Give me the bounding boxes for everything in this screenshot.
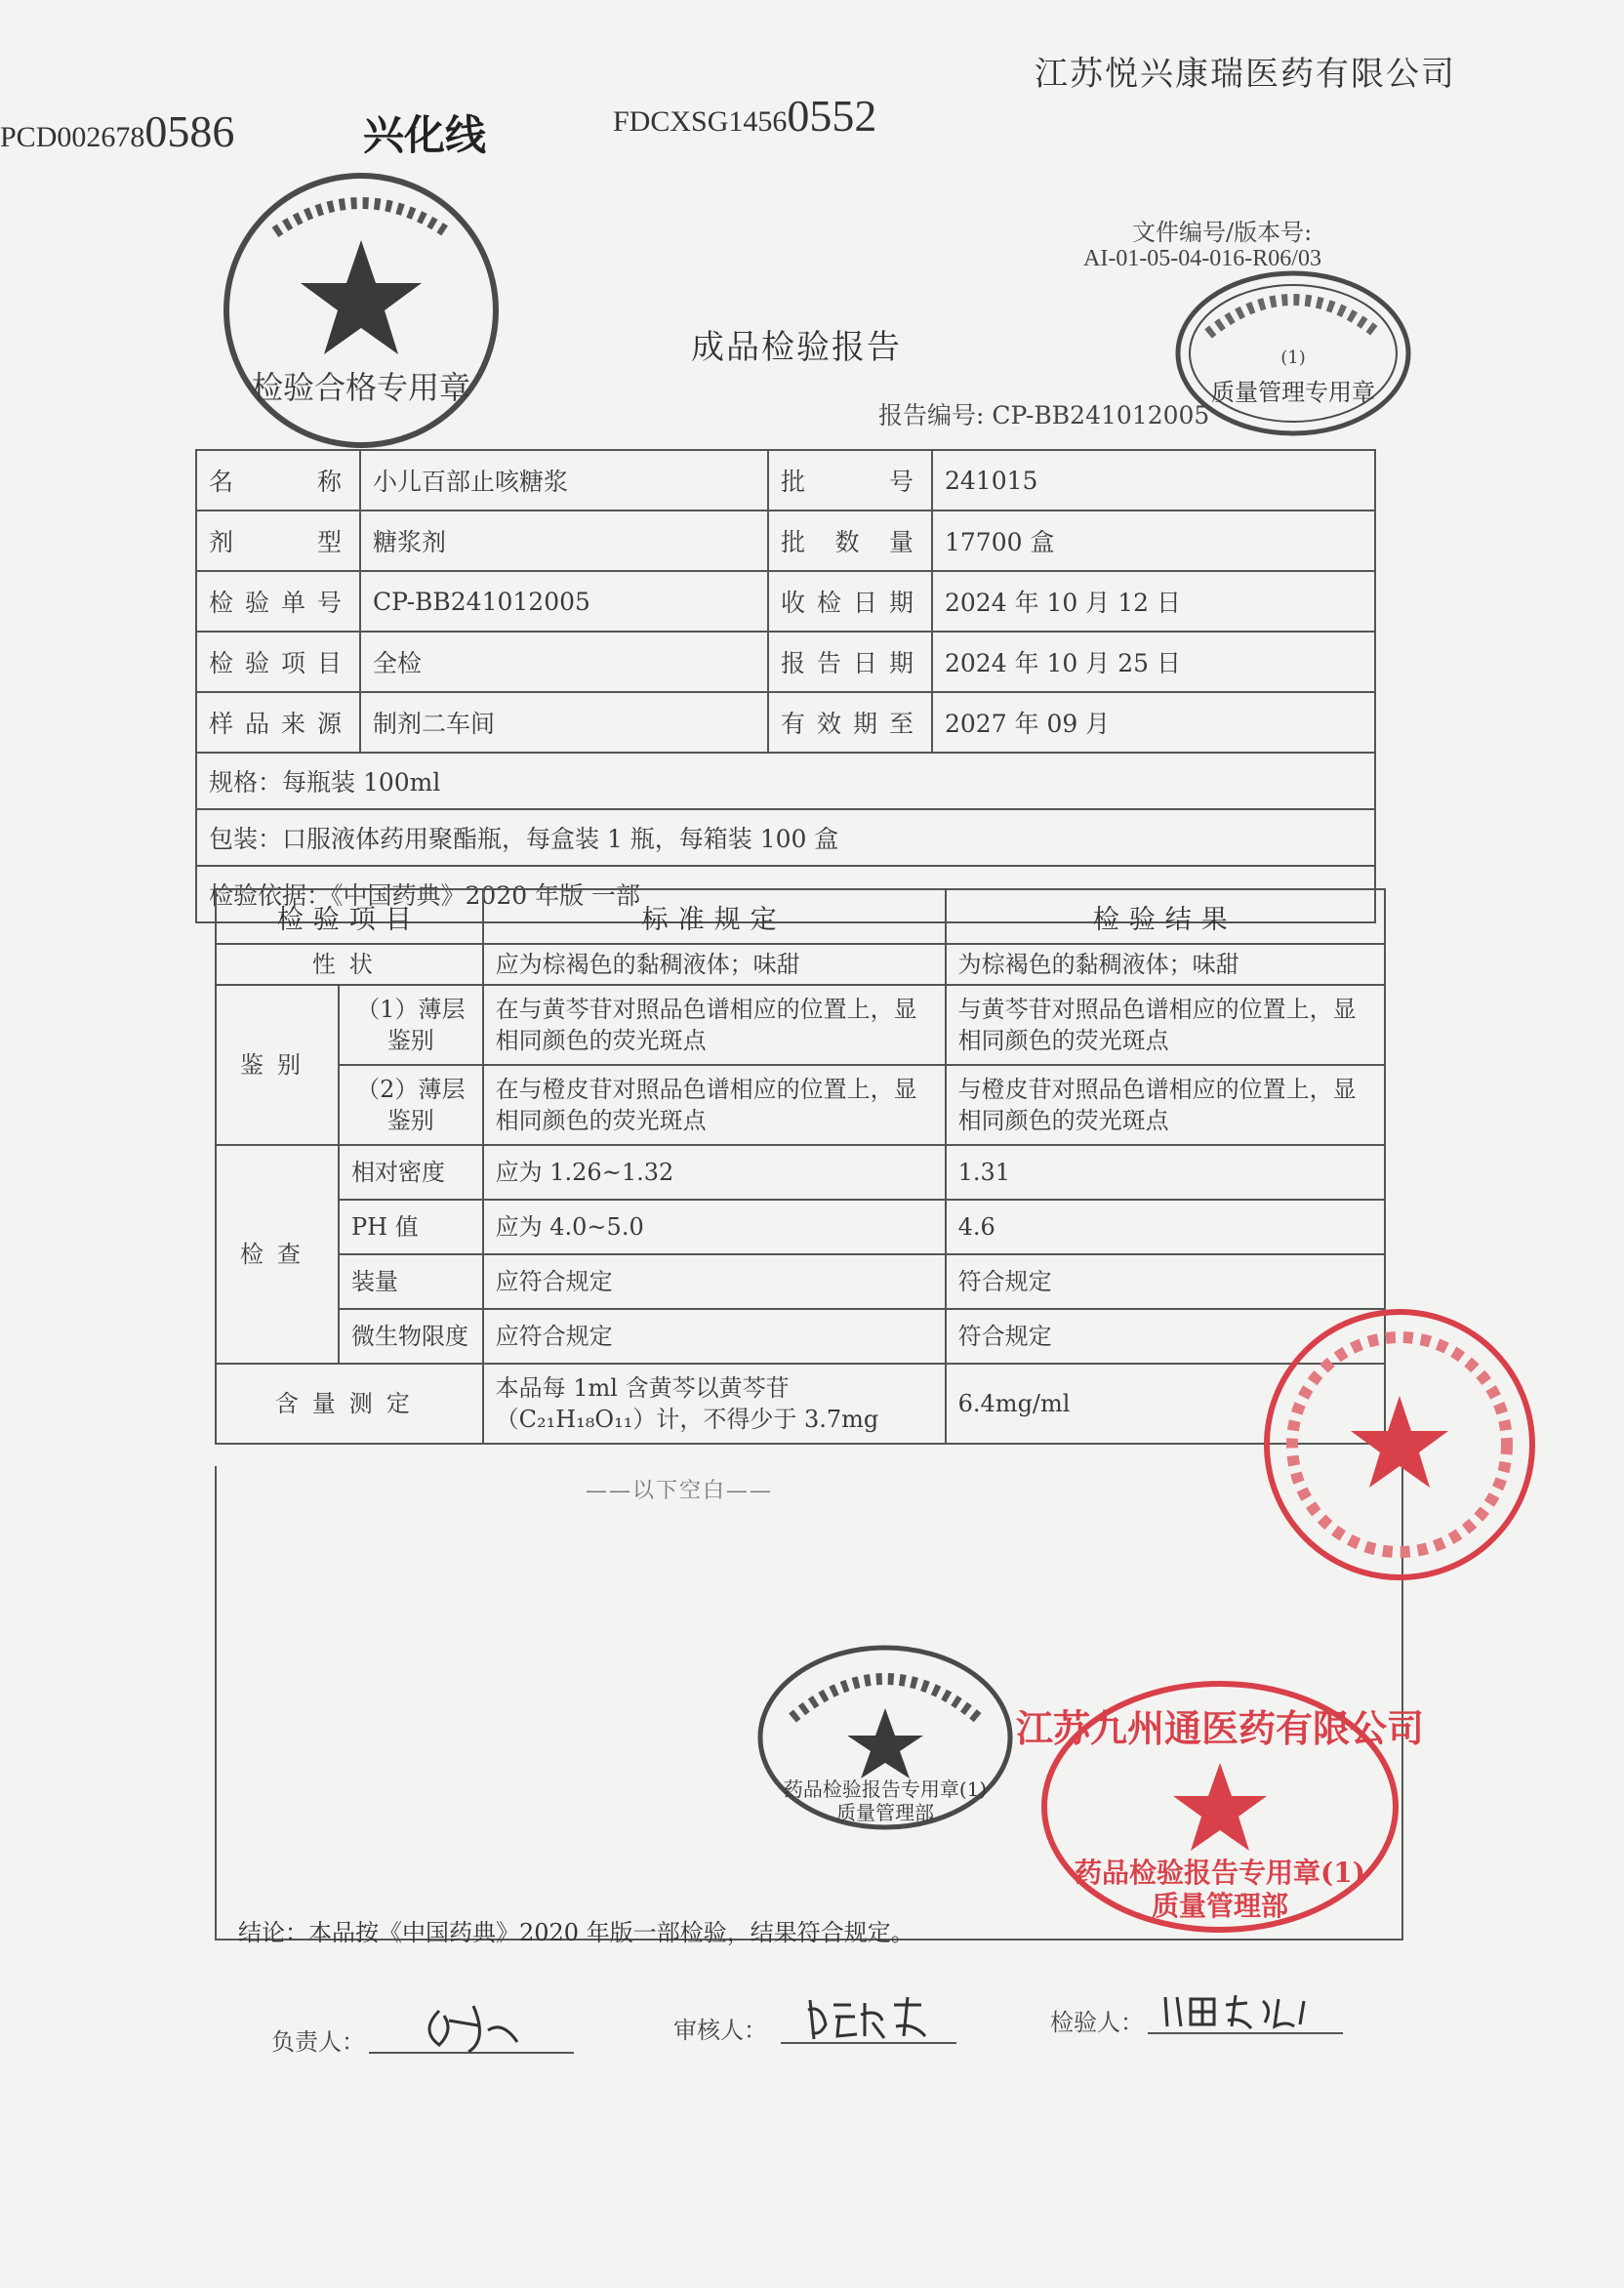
tlc1-standard: 在与黄芩苷对照品色谱相应的位置上，显相同颜色的荧光斑点 bbox=[483, 985, 946, 1065]
receive-date-value: 2024 年 10 月 12 日 bbox=[932, 571, 1375, 632]
assay-standard: 本品每 1ml 含黄芩以黄芩苷（C₂₁H₁₈O₁₁）计，不得少于 3.7mg bbox=[483, 1364, 946, 1444]
inspector-label: 检验人： bbox=[1050, 2009, 1144, 2036]
batch-label: 批号 bbox=[768, 450, 932, 511]
inspection-item-value: 全检 bbox=[360, 632, 768, 692]
density-standard: 应为 1.26~1.32 bbox=[483, 1145, 946, 1200]
file-number-label: 文件编号/版本号: bbox=[1132, 219, 1313, 246]
report-date-value: 2024 年 10 月 25 日 bbox=[932, 632, 1375, 692]
receive-date-label: 收检日期 bbox=[768, 571, 932, 632]
table-row bbox=[196, 511, 1375, 571]
form-label: 剂型 bbox=[196, 511, 360, 571]
info-table bbox=[195, 449, 1376, 923]
sample-source-label: 样品来源 bbox=[196, 692, 360, 753]
col-header-standard: 标准规定 bbox=[483, 889, 946, 944]
report-date-label: 报告日期 bbox=[768, 632, 932, 692]
expiry-label: 有效期至 bbox=[768, 692, 932, 753]
quantity-value: 17700 盒 bbox=[932, 511, 1375, 571]
stamp4-subtext: 质量管理部 bbox=[1151, 1890, 1289, 1922]
reviewer-label: 审核人： bbox=[673, 2017, 767, 2044]
stamp3-subtext: 质量管理部 bbox=[836, 1801, 934, 1824]
assay-label: 含量测定 bbox=[216, 1364, 483, 1444]
inspection-report-stamp-grey bbox=[753, 1640, 1017, 1835]
microbial-result: 符合规定 bbox=[946, 1309, 1385, 1364]
table-row bbox=[216, 1309, 1385, 1364]
density-label: 相对密度 bbox=[339, 1145, 483, 1200]
company-name: 江苏悦兴康瑞医药有限公司 bbox=[1035, 55, 1456, 94]
tlc2-standard: 在与橙皮苷对照品色谱相应的位置上，显相同颜色的荧光斑点 bbox=[483, 1065, 946, 1145]
appearance-result: 为棕褐色的黏稠液体；味甜 bbox=[946, 944, 1385, 985]
ph-label: PH 值 bbox=[339, 1200, 483, 1254]
table-row bbox=[196, 571, 1375, 632]
report-number-value: CP-BB241012005 bbox=[992, 401, 1210, 429]
density-result: 1.31 bbox=[946, 1145, 1385, 1200]
tlc2-label: （2）薄层鉴别 bbox=[339, 1065, 483, 1145]
table-row bbox=[216, 985, 1385, 1065]
results-table bbox=[215, 888, 1386, 1445]
svg-text:(1): (1) bbox=[1280, 347, 1306, 368]
sample-source-value: 制剂二车间 bbox=[360, 692, 768, 753]
tracking-code-prefix: PCD002678 bbox=[0, 121, 145, 153]
table-row bbox=[196, 692, 1375, 753]
spec-text: 规格：每瓶装 100ml bbox=[196, 753, 1375, 809]
name-label: 名称 bbox=[196, 450, 360, 511]
expiry-value: 2027 年 09 月 bbox=[932, 692, 1375, 753]
line-name: 兴化线 bbox=[363, 111, 487, 159]
quantity-label: 批数量 bbox=[768, 511, 932, 571]
inspector-signature bbox=[1157, 1987, 1333, 2036]
table-row bbox=[196, 753, 1375, 809]
quality-management-stamp bbox=[1171, 266, 1415, 441]
conclusion-text: 结论：本品按《中国药典》2020 年版一部检验，结果符合规定。 bbox=[238, 1919, 914, 1946]
stamp2-text: 质量管理专用章 bbox=[1211, 379, 1375, 406]
report-number-label: 报告编号: bbox=[878, 401, 985, 429]
appearance-standard: 应为棕褐色的黏稠液体；味甜 bbox=[483, 944, 946, 985]
tracking-code-mid-suffix: 0552 bbox=[787, 91, 877, 141]
end-mark: ——以下空白—— bbox=[586, 1479, 774, 1503]
microbial-standard: 应符合规定 bbox=[483, 1309, 946, 1364]
ph-result: 4.6 bbox=[946, 1200, 1385, 1254]
tlc1-result: 与黄芩苷对照品色谱相应的位置上，显相同颜色的荧光斑点 bbox=[946, 985, 1385, 1065]
table-row bbox=[196, 632, 1375, 692]
red-round-seal bbox=[1253, 1298, 1546, 1591]
inspection-item-label: 检验项目 bbox=[196, 632, 360, 692]
stamp3-text: 药品检验报告专用章(1) bbox=[783, 1777, 988, 1801]
basis-text: 检验依据：《中国药典》2020 年版 一部 bbox=[196, 866, 1375, 922]
table-row bbox=[196, 450, 1375, 511]
responsible-signature bbox=[410, 1991, 547, 2060]
document-title: 成品检验报告 bbox=[691, 328, 902, 367]
tracking-code-mid-prefix: FDCXSG1456 bbox=[613, 105, 788, 138]
table-row bbox=[196, 809, 1375, 866]
tracking-code-suffix: 0586 bbox=[144, 106, 235, 156]
col-header-result: 检验结果 bbox=[946, 889, 1385, 944]
form-value: 糖浆剂 bbox=[360, 511, 768, 571]
microbial-label: 微生物限度 bbox=[339, 1309, 483, 1364]
identification-label: 鉴别 bbox=[216, 985, 339, 1145]
responsible-label: 负责人： bbox=[271, 2028, 365, 2056]
qualified-inspection-stamp bbox=[215, 164, 508, 457]
package-text: 包装：口服液体药用聚酯瓶，每盒装 1 瓶，每箱装 100 盒 bbox=[196, 809, 1375, 866]
table-header-row bbox=[216, 889, 1385, 944]
stamp4-text: 药品检验报告专用章(1) bbox=[1075, 1857, 1365, 1889]
inspection-number-label: 检验单号 bbox=[196, 571, 360, 632]
tracking-code-mid bbox=[613, 90, 876, 142]
tracking-code-left bbox=[0, 105, 234, 157]
col-header-item: 检验项目 bbox=[216, 889, 483, 944]
check-label: 检查 bbox=[216, 1145, 339, 1364]
inspection-number-value: CP-BB241012005 bbox=[360, 571, 768, 632]
table-row bbox=[216, 1065, 1385, 1145]
assay-result: 6.4mg/ml bbox=[946, 1364, 1385, 1444]
company-red-stamp bbox=[1015, 1675, 1425, 1939]
volume-result: 符合规定 bbox=[946, 1254, 1385, 1309]
tlc1-label: （1）薄层鉴别 bbox=[339, 985, 483, 1065]
tlc2-result: 与橙皮苷对照品色谱相应的位置上，显相同颜色的荧光斑点 bbox=[946, 1065, 1385, 1145]
table-row bbox=[216, 1200, 1385, 1254]
volume-standard: 应符合规定 bbox=[483, 1254, 946, 1309]
reviewer-signature bbox=[800, 1985, 947, 2044]
file-number-value: AI-01-05-04-016-R06/03 bbox=[1083, 246, 1321, 271]
report-number bbox=[878, 396, 1209, 431]
appearance-label: 性状 bbox=[216, 944, 483, 985]
stamp1-text: 检验合格专用章 bbox=[251, 369, 471, 406]
batch-value: 241015 bbox=[932, 450, 1375, 511]
ph-standard: 应为 4.0~5.0 bbox=[483, 1200, 946, 1254]
table-row bbox=[216, 1364, 1385, 1444]
table-row bbox=[216, 1254, 1385, 1309]
table-row bbox=[216, 1145, 1385, 1200]
table-row bbox=[216, 944, 1385, 985]
volume-label: 装量 bbox=[339, 1254, 483, 1309]
name-value: 小儿百部止咳糖浆 bbox=[360, 450, 768, 511]
stamp4-company: 江苏九州通医药有限公司 bbox=[1015, 1706, 1425, 1750]
